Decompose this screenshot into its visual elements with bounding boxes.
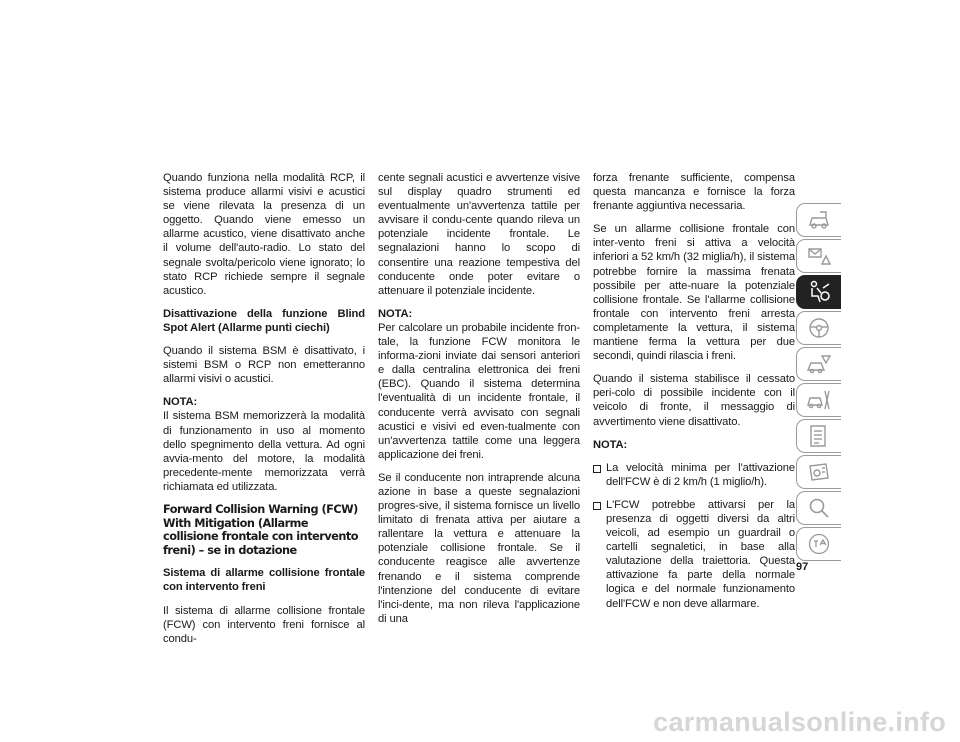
note-text: Il sistema BSM memorizzerà la modalità di funzionamento in uso al momento dello spegnimento della vettura. Ad ogni avvia-mento del motore, la modalità precedente-mente memorizzata verrà richiamata ed utilizzata.	[163, 410, 365, 493]
tab-steering-wheel[interactable]	[796, 311, 841, 345]
section-title-fcw: Forward Collision Warning (FCW) With Mitigation (Allarme collisione frontale con intervento freni) – se in dotazione	[163, 502, 359, 557]
seat-airbag-safety-icon	[806, 280, 832, 304]
paragraph-brake-assist: forza frenante sufficiente, compensa questa mancanza e fornisce la forza frenante aggiuntiva necessaria.	[593, 172, 795, 213]
bullet-text: La velocità minima per l'attivazione dell'FCW è di 2 km/h (1 miglio/h).	[606, 461, 795, 488]
paragraph-bsm-off: Quando il sistema BSM è disattivato, i sistemi BSM o RCP non emetteranno allarmi visivi o acustici.	[163, 345, 365, 386]
checklist-icon	[806, 424, 832, 448]
car-dashboard-icon	[806, 208, 832, 232]
heading-bsm-deactivation: Disattivazione della funzione Blind Spot Alert (Allarme punti ciechi)	[163, 307, 365, 334]
steering-wheel-icon	[806, 316, 832, 340]
tab-car-crash-warning[interactable]	[796, 347, 841, 381]
note-fcw-calculation	[378, 307, 580, 462]
paragraph-fcw-intro: Il sistema di allarme collisione frontale (FCW) con intervento freni fornisce al condu-	[163, 604, 365, 645]
tab-radio-multimedia[interactable]	[796, 455, 841, 489]
note-label: NOTA:	[378, 307, 413, 320]
bullet-square-icon	[593, 502, 601, 510]
paragraph-active-braking: Se il conducente non intraprende alcuna azione in base a queste segnalazioni progres-sive, il sistema fornisce un livello limitato di frenata attiva per aiutare a rallentare la vettura e attenuare la potenziale collisione frontale. Se il conducente reagisce alle avvertenze frenando e il sistema comprende l'intenzione del conducente di evitare l'inci-dente, ma non rileva l'applicazione di una	[378, 471, 580, 625]
page-number: 97	[796, 561, 809, 573]
tab-warning-lights[interactable]	[796, 239, 841, 273]
tab-checklist[interactable]	[796, 419, 841, 453]
text-column-2	[378, 171, 580, 635]
paragraph-low-speed-braking: Se un allarme collisione frontale con inter-vento freni si attiva a velocità inferiori a 52 km/h (32 miglia/h), il sistema potrebbe fornire la massima frenata possibile per atte-nuare la potenziale collisione frontale. Se l'allarme collisione frontale con intervento freni arresta completamente la vettura, il sistema mantiene ferma la vettura per due secondi, quindi rilascia i freni.	[593, 223, 795, 363]
magnifier-search-icon	[806, 496, 832, 520]
language-index-icon	[806, 532, 832, 556]
watermark-logo: carmanualsonline.info	[653, 707, 946, 737]
tab-magnifier-search[interactable]	[796, 491, 841, 525]
tab-car-dashboard[interactable]	[796, 203, 841, 237]
paragraph-warning-off: Quando il sistema stabilisce il cessato peri-colo di possibile incidente con il veicolo di fronte, il messaggio di avvertimento viene disattivato.	[593, 373, 795, 428]
text-column-1	[163, 171, 365, 655]
paragraph-rcp-operation: Quando funziona nella modalità RCP, il sistema produce allarmi visivi e acustici se viene rilevata la presenza di un oggetto. Quando viene emesso un allarme acustico, viene disattivato anche il volume dell'auto-radio. Lo stato del segnale svolta/pericolo viene ignorato; lo stato RCP richiede sempre il segnale acustico.	[163, 172, 365, 297]
note-text: Per calcolare un probabile incidente fron-tale, la funzione FCW monitora le informa-zioni inviate dai sensori anteriori e dalla centralina elettronica dei freni (EBC). Quando il sistema determina l'eventualità di un incidente frontale, il conducente verrà avvisato con segnali acustici e visivi ed even-tualmente con un'avvertenza tattile come una leggera applicazione dei freni.	[378, 321, 580, 461]
note-label: NOTA:	[163, 396, 198, 409]
bullet-item	[593, 498, 795, 611]
car-crash-warning-icon	[806, 352, 832, 376]
tab-language-index[interactable]	[796, 527, 841, 561]
text-column-3	[593, 171, 795, 620]
tab-seat-airbag-safety[interactable]	[796, 275, 841, 309]
heading-fcw-system: Sistema di allarme collisione frontale con intervento freni	[163, 567, 365, 594]
note-label: NOTA:	[593, 438, 628, 451]
warning-lights-icon	[806, 244, 832, 268]
chapter-tabs-sidebar	[796, 203, 842, 563]
paragraph-fcw-signals: cente segnali acustici e avvertenze visive sul display quadro strumenti ed eventualmente un'avvertenza tattile per avvisare il condu-cente quando rileva un potenziale incidente frontale. Le segnalazioni hanno lo scopo di consentire una reazione tempestiva del conducente onde poter evitare o attenuare il potenziale incidente.	[378, 172, 580, 297]
tab-car-maintenance-tools[interactable]	[796, 383, 841, 417]
note-bsm-memory	[163, 395, 365, 494]
car-maintenance-tools-icon	[806, 388, 832, 412]
bullet-item	[593, 461, 795, 489]
radio-multimedia-icon	[806, 460, 832, 484]
bullet-text: L'FCW potrebbe attivarsi per la presenza di oggetti diversi da altri veicoli, ad esempio un guardrail o cartelli segnaletici, in base alla valutazione della traiettoria. Questa attivazione fa parte della normale logica e del normale funzionamento dell'FCW e non deve allarmare.	[606, 498, 795, 610]
bullet-square-icon	[593, 465, 601, 473]
